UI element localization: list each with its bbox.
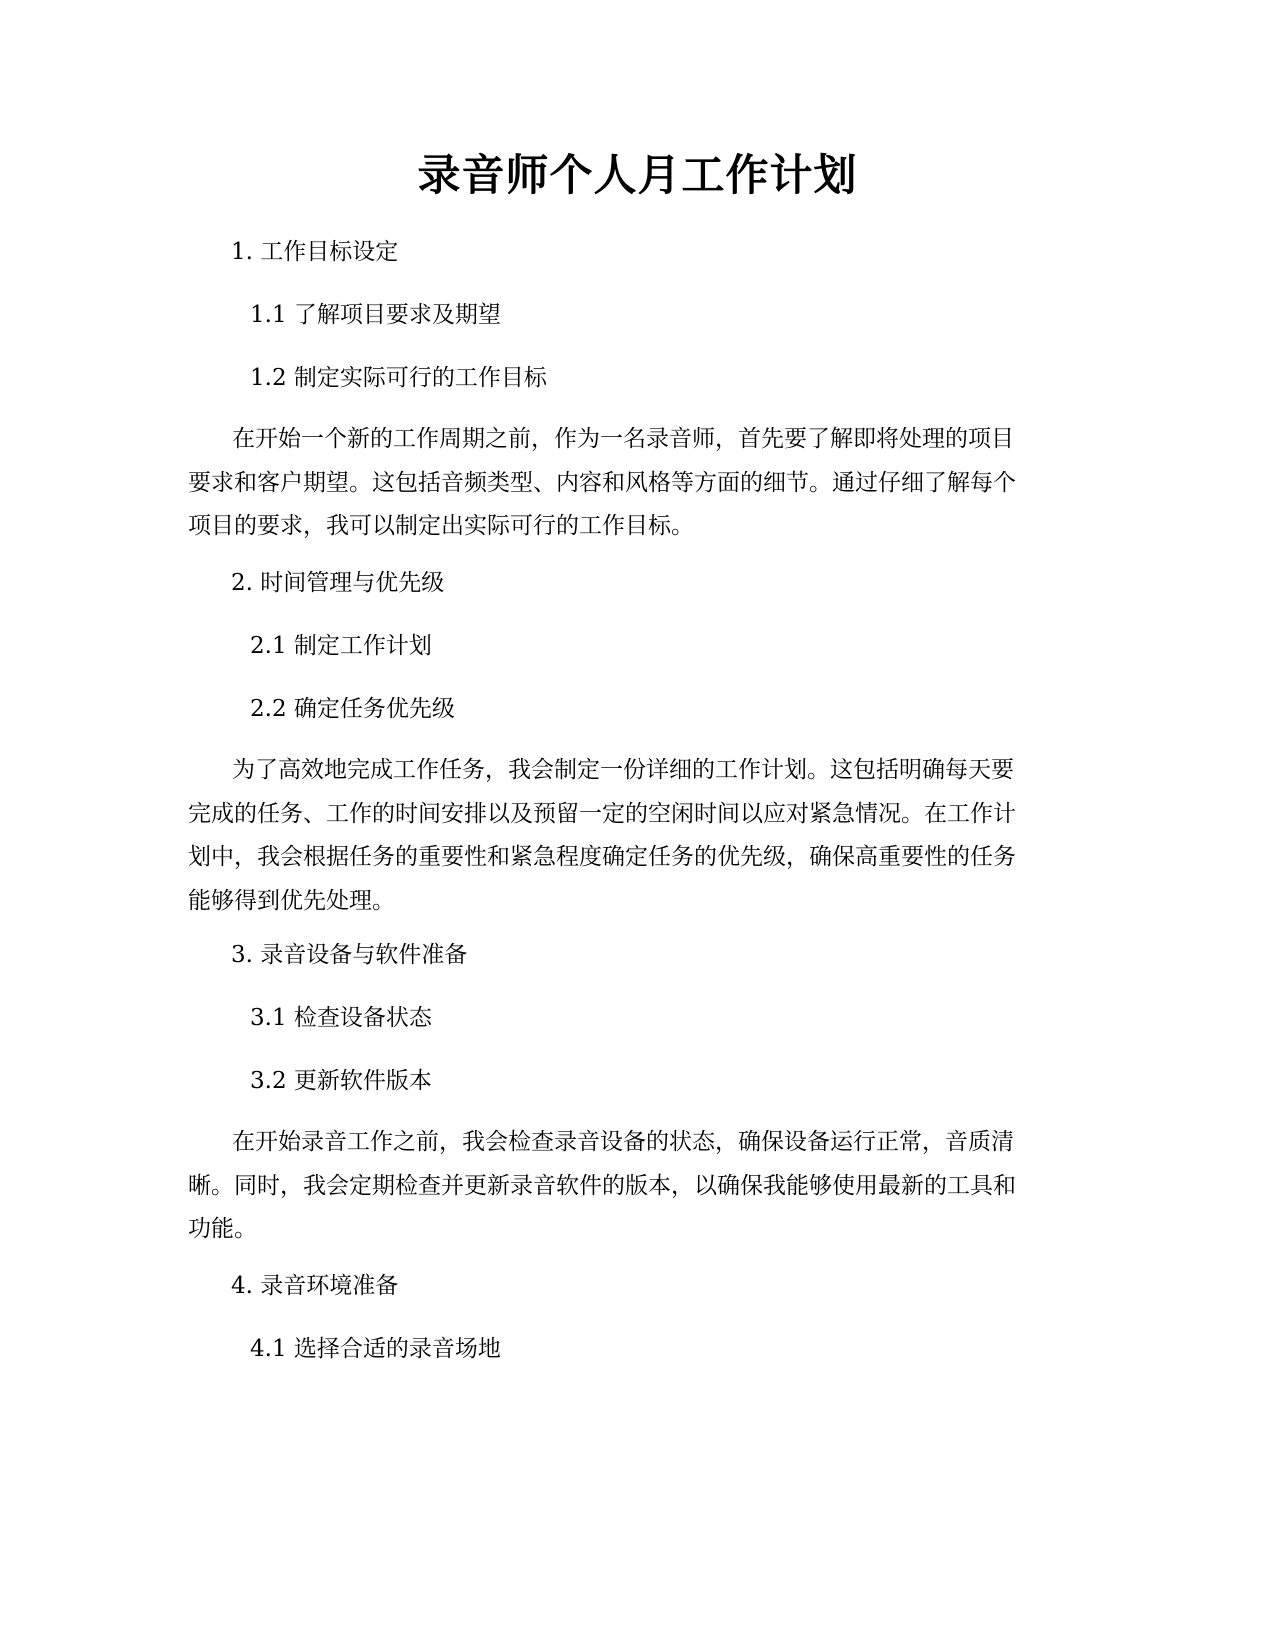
section-heading: 4. 录音环境准备 <box>231 1273 399 1299</box>
subsection-heading: 4.1 选择合适的录音场地 <box>250 1336 501 1362</box>
paragraph-line: 在开始录音工作之前，我会检查录音设备的状态，确保设备运行正常，音质清 <box>232 1129 1014 1155</box>
paragraph-line: 为了高效地完成工作任务，我会制定一份详细的工作计划。这包括明确每天要 <box>232 757 1014 783</box>
document-title: 录音师个人月工作计划 <box>417 151 858 201</box>
paragraph-line: 完成的任务、工作的时间安排以及预留一定的空闲时间以应对紧急情况。在工作计 <box>188 800 1016 827</box>
section-heading: 2. 时间管理与优先级 <box>231 570 445 596</box>
paragraph-line: 要求和客户期望。这包括音频类型、内容和风格等方面的细节。通过仔细了解每个 <box>188 469 1016 496</box>
body-paragraph <box>188 418 1088 549</box>
paragraph-line: 在开始一个新的工作周期之前，作为一名录音师，首先要了解即将处理的项目 <box>232 426 1014 452</box>
body-paragraph <box>188 1121 1088 1252</box>
body-paragraph <box>188 749 1088 923</box>
subsection-heading: 1.2 制定实际可行的工作目标 <box>250 365 547 391</box>
paragraph-line: 项目的要求，我可以制定出实际可行的工作目标。 <box>188 513 694 539</box>
paragraph-line: 能够得到优先处理。 <box>188 887 395 914</box>
subsection-heading: 3.2 更新软件版本 <box>250 1068 432 1094</box>
paragraph-line: 功能。 <box>188 1216 257 1242</box>
subsection-heading: 1.1 了解项目要求及期望 <box>250 302 501 328</box>
paragraph-line: 划中，我会根据任务的重要性和紧急程度确定任务的优先级，确保高重要性的任务 <box>188 844 1016 870</box>
subsection-heading: 3.1 检查设备状态 <box>250 1005 432 1031</box>
subsection-heading: 2.2 确定任务优先级 <box>250 696 455 722</box>
section-heading: 1. 工作目标设定 <box>231 239 399 265</box>
section-heading: 3. 录音设备与软件准备 <box>231 942 468 968</box>
subsection-heading: 2.1 制定工作计划 <box>250 633 432 659</box>
paragraph-line: 晰。同时，我会定期检查并更新录音软件的版本，以确保我能够使用最新的工具和 <box>188 1172 1016 1199</box>
